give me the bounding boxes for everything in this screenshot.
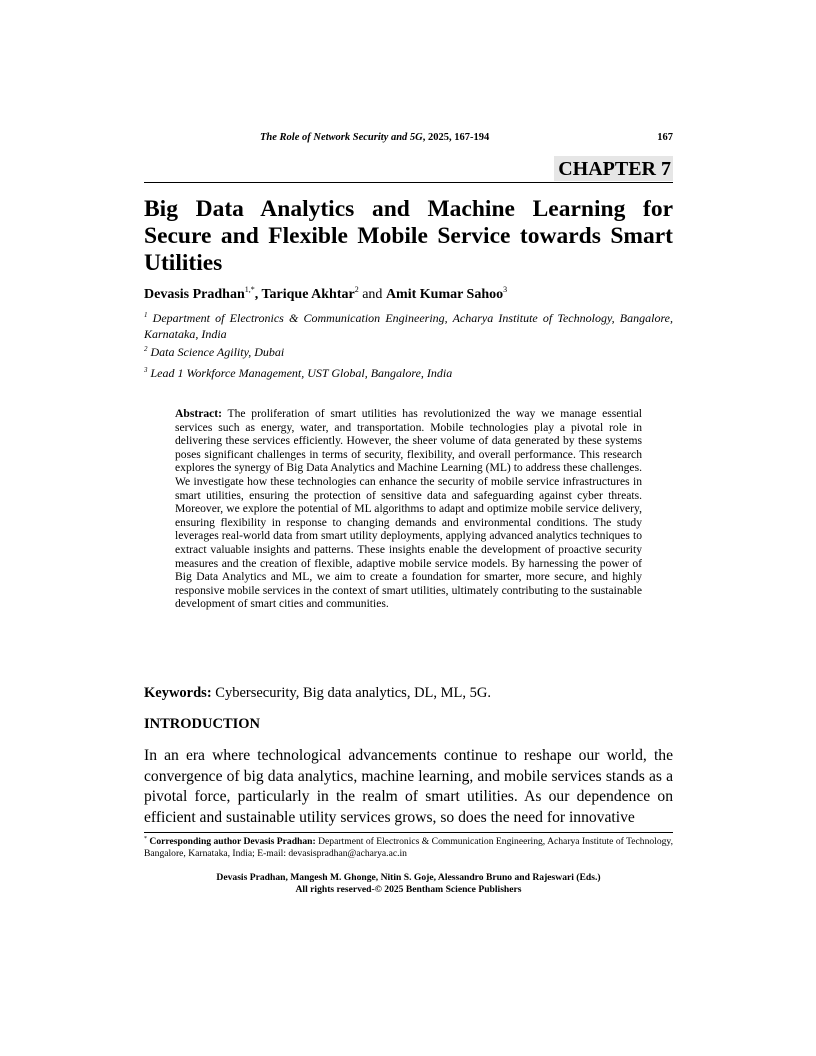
footnote-divider: [144, 832, 673, 833]
section-heading-introduction: INTRODUCTION: [144, 716, 261, 732]
affiliation-number: 1: [144, 311, 148, 319]
affiliation-number: 2: [144, 345, 148, 353]
corresponding-author-footnote: [144, 836, 673, 860]
author-name: Amit Kumar Sahoo: [385, 287, 504, 302]
affiliation-text: Department of Electronics & Communication Engineering, Acharya Institute of Technology, Bangalore, Karnataka, India: [144, 311, 674, 341]
author-separator: ,: [254, 287, 262, 302]
running-head-citation: [260, 132, 489, 143]
affiliation-1: [144, 311, 673, 342]
footnote-marker: *: [144, 836, 147, 842]
page-number: 167: [657, 132, 673, 143]
keywords-label: Keywords:: [144, 685, 212, 701]
author-list: [144, 286, 507, 304]
affiliation-number: 3: [144, 366, 148, 374]
author-name: Devasis Pradhan: [144, 287, 245, 302]
footnote-label: Corresponding author Devasis Pradhan:: [149, 836, 316, 847]
editors-credit: [144, 872, 673, 896]
author-name: Tarique Akhtar: [261, 287, 355, 302]
editors-line: Devasis Pradhan, Mangesh M. Ghonge, Nitin S. Goje, Alessandro Bruno and Rajeswari (Eds.): [216, 872, 601, 883]
abstract-label: Abstract:: [175, 407, 223, 420]
keywords: [144, 684, 491, 702]
affiliation-text: Data Science Agility, Dubai: [150, 345, 285, 359]
author-affiliation-mark: 1,*: [244, 285, 255, 294]
author-affiliation-mark: 3: [503, 285, 508, 294]
citation-details: , 2025, 167-194: [422, 132, 490, 143]
chapter-label: CHAPTER 7: [554, 156, 673, 181]
affiliation-text: Lead 1 Workforce Management, UST Global, Bangalore, India: [150, 366, 453, 380]
journal-title: The Role of Network Security and 5G: [260, 132, 423, 143]
affiliation-3: [144, 366, 673, 382]
affiliation-2: [144, 345, 673, 361]
copyright-line: All rights reserved-© 2025 Bentham Science Publishers: [295, 884, 522, 895]
keywords-text: Cybersecurity, Big data analytics, DL, ML, 5G.: [215, 685, 492, 701]
abstract-text: The proliferation of smart utilities has revolutionized the way we manage essential services such as energy, water, and transportation. Mobile technologies play a pivotal role in delivering these services efficiently. However, the sheer volume of data generated by these systems poses significant challenges in terms of security, flexibility, and overall performance. This research explores the synergy of Big Data Analytics and Machine Learning (ML) to address these challenges. We investigate how these technologies can enhance the security of mobile service infrastructures in smart utilities, ensuring the protection of sensitive data and safeguarding against cyber threats. Moreover, we explore the potential of ML algorithms to adapt and optimize mobile service delivery, ensuring flexibility in response to changing demands and environmental conditions. The study leverages real-world data from smart utility deployments, applying advanced analytics techniques to extract valuable insights and patterns. These insights enable the development of proactive security measures and the creation of flexible, adaptive mobile service models. By harnessing the power of Big Data Analytics and ML, we aim to create a foundation for smarter, more secure, and highly responsive mobile services in the context of smart utilities, ultimately contributing to the sustainable development of smart cities and communities.: [175, 407, 642, 611]
author-affiliation-mark: 2: [354, 285, 359, 294]
introduction-paragraph: In an era where technological advancements continue to reshape our world, the convergence of big data analytics, machine learning, and mobile services stands as a pivotal force, particularly in the realm of smart utilities. As our dependence on efficient and sustainable utility services grows, so does the need for innovative: [144, 747, 673, 826]
running-head: [144, 132, 673, 148]
footnote-text: Department of Electronics & Communication Engineering, Acharya Institute of Technology, Bangalore, Karnataka, India; E-mail: devasispradhan@acharya.ac.in: [144, 836, 673, 859]
abstract: [175, 407, 642, 611]
author-separator: and: [358, 287, 386, 302]
chapter-title: Big Data Analytics and Machine Learning for Secure and Flexible Mobile Service towards Smart Utilities: [144, 196, 673, 276]
chapter-divider: [144, 182, 673, 183]
